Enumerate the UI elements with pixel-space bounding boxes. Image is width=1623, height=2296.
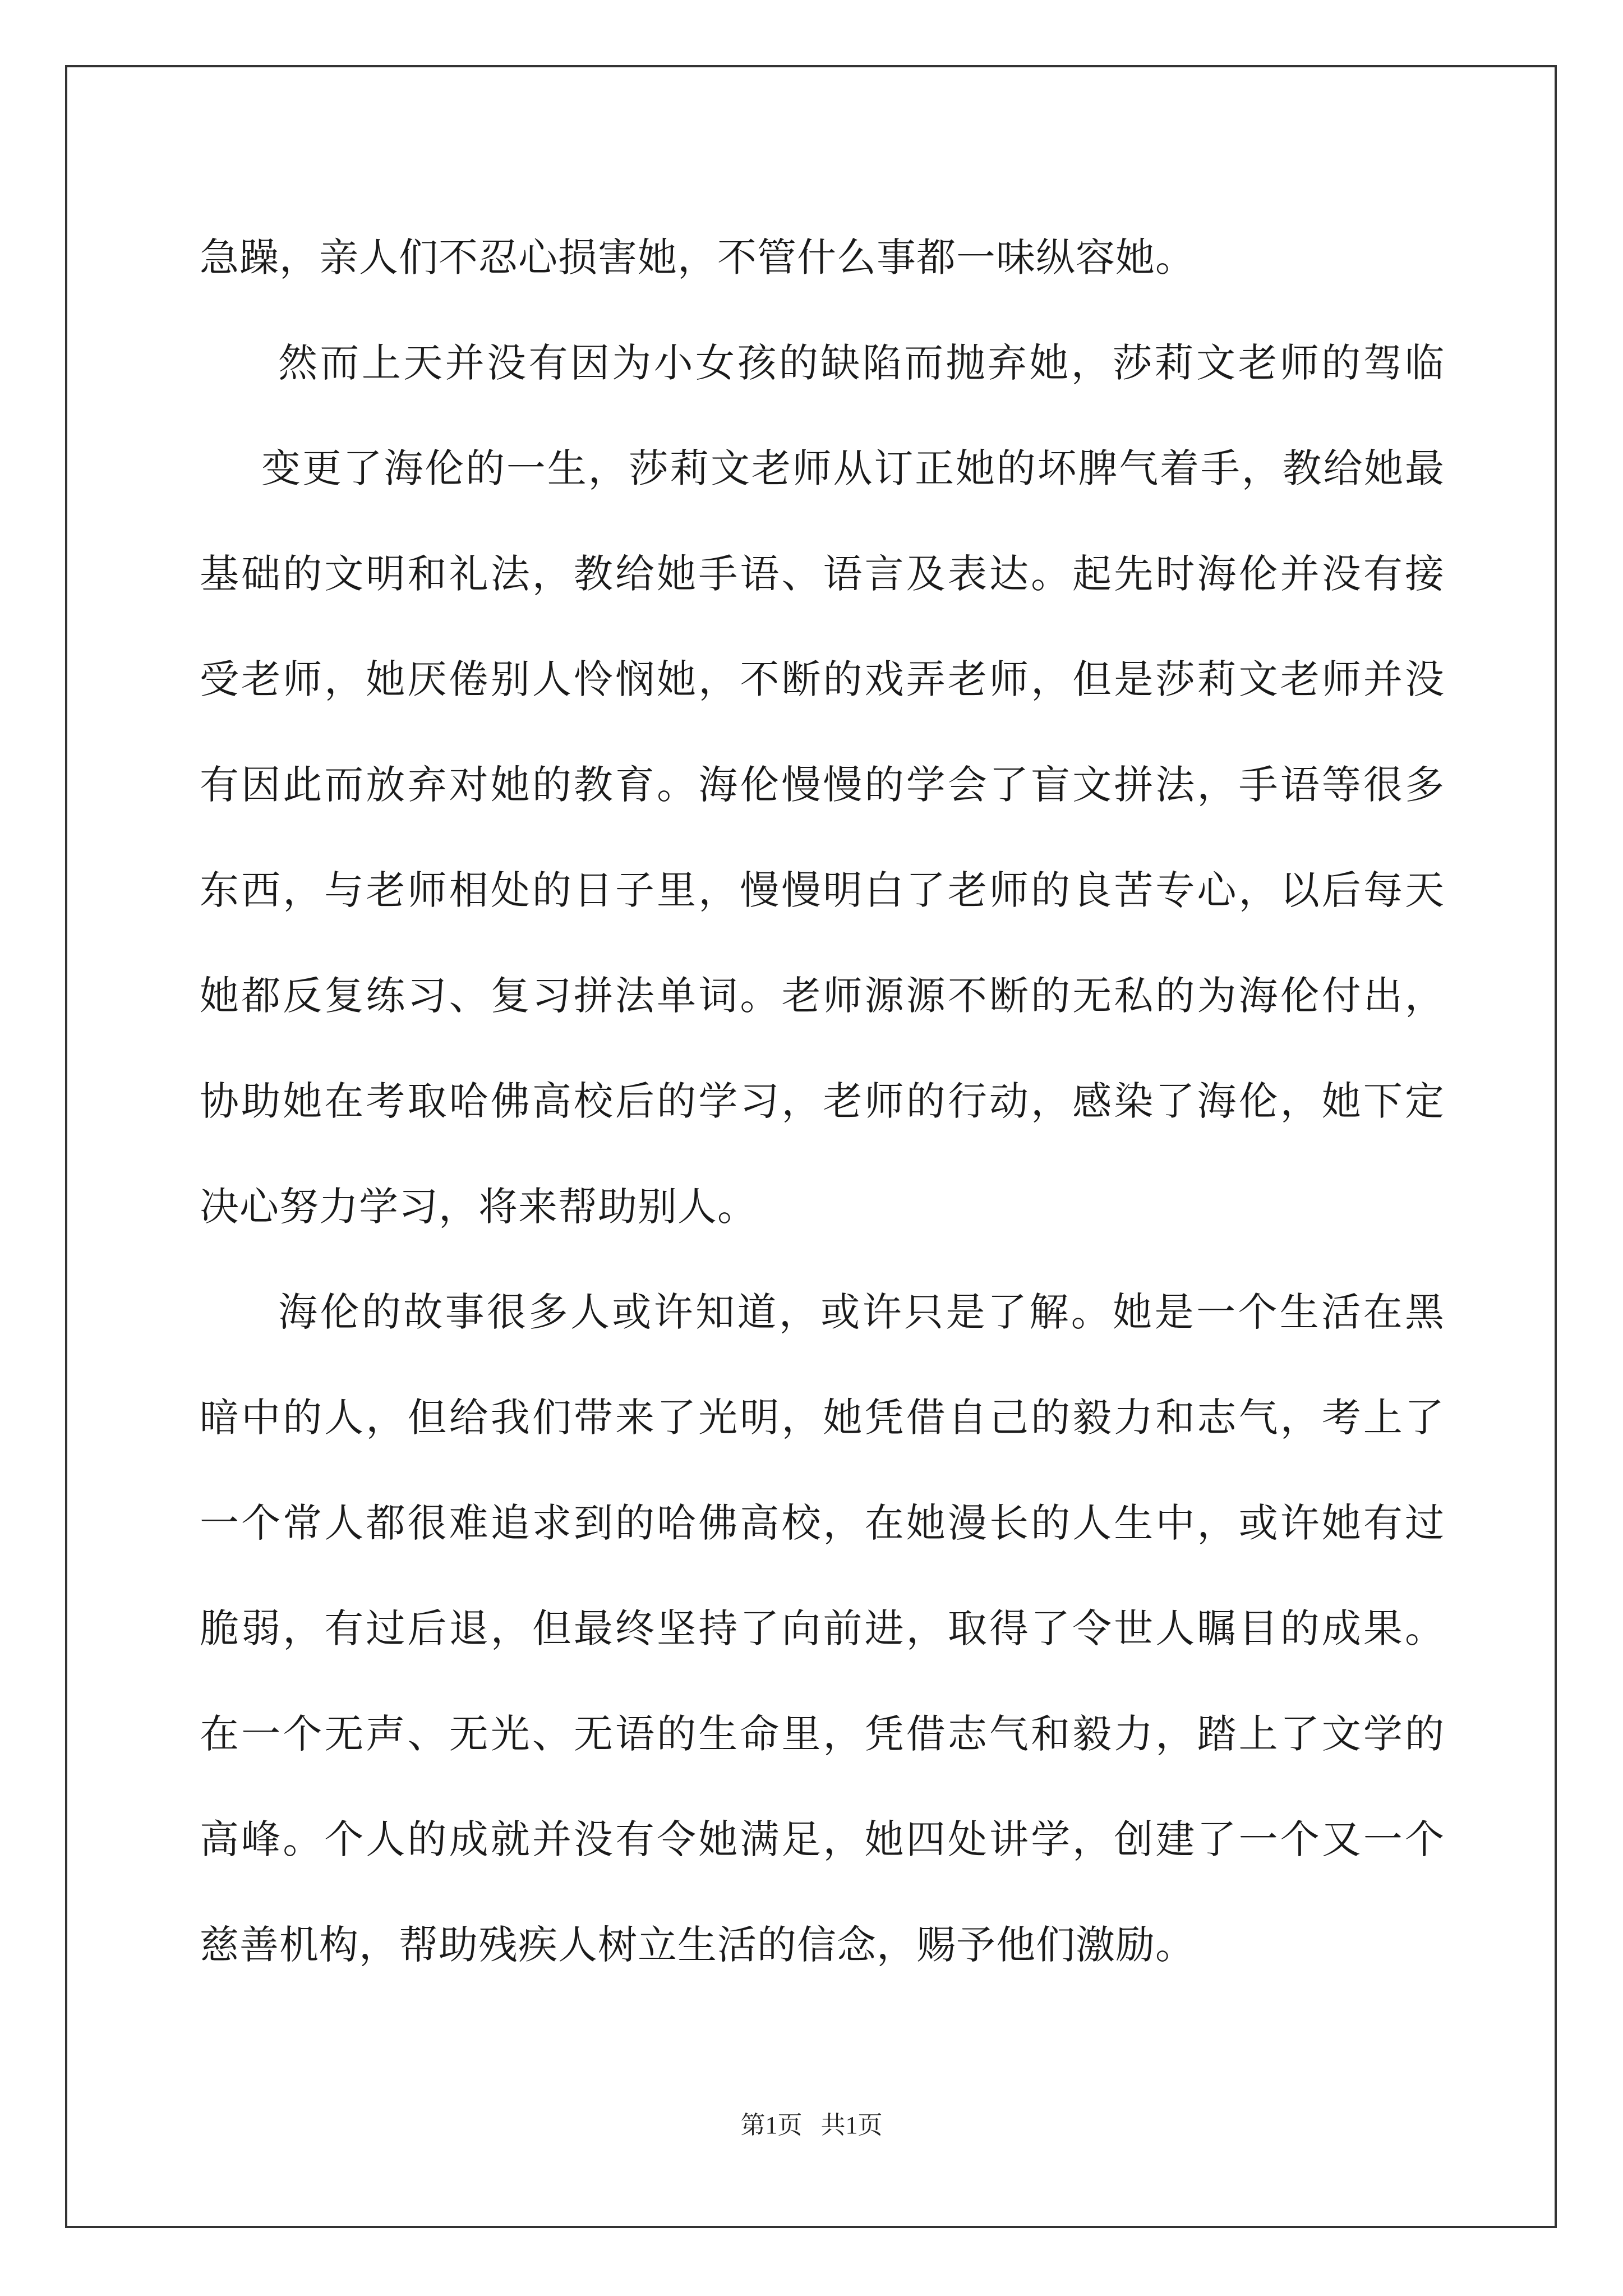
text-line: 海伦的故事很多人或许知道，或许只是了解。她是一个生活在黑	[278, 1289, 1445, 1335]
text-line: 急躁，亲人们不忍心损害她，不管什么事都一味纵容她。	[200, 234, 1195, 280]
text-line: 暗中的人，但给我们带来了光明，她凭借自己的毅力和志气，考上了	[200, 1395, 1445, 1441]
text-line: 然而上天并没有因为小女孩的缺陷而抛弃她，莎莉文老师的驾临	[278, 340, 1445, 386]
text-line: 脆弱，有过后退，但最终坚持了向前进，取得了令世人瞩目的成果。	[200, 1605, 1445, 1651]
text-line: 高峰。个人的成就并没有令她满足，她四处讲学，创建了一个又一个	[200, 1816, 1445, 1862]
text-line: 受老师，她厌倦别人怜悯她，不断的戏弄老师，但是莎莉文老师并没	[200, 656, 1445, 702]
text-line: 一个常人都很难追求到的哈佛高校，在她漫长的人生中，或许她有过	[200, 1500, 1445, 1546]
text-line: 基础的文明和礼法，教给她手语、语言及表达。起先时海伦并没有接	[200, 551, 1445, 597]
text-line: 有因此而放弃对她的教育。海伦慢慢的学会了盲文拼法，手语等很多	[200, 762, 1445, 808]
text-line: 变更了海伦的一生，莎莉文老师从订正她的坏脾气着手，教给她最	[261, 445, 1445, 491]
text-line: 她都反复练习、复习拼法单词。老师源源不断的无私的为海伦付出，	[200, 973, 1445, 1019]
text-line: 在一个无声、无光、无语的生命里，凭借志气和毅力，踏上了文学的	[200, 1711, 1445, 1757]
document-body	[200, 205, 1445, 1998]
text-line: 东西，与老师相处的日子里，慢慢明白了老师的良苦专心，以后每天	[200, 867, 1445, 913]
text-line: 决心努力学习，将来帮助别人。	[200, 1184, 757, 1230]
text-line: 协助她在考取哈佛高校后的学习，老师的行动，感染了海伦，她下定	[200, 1078, 1445, 1124]
text-line: 慈善机构，帮助残疾人树立生活的信念，赐予他们激励。	[200, 1922, 1195, 1968]
page-number-footer: 第1页 共1页	[740, 2111, 883, 2139]
